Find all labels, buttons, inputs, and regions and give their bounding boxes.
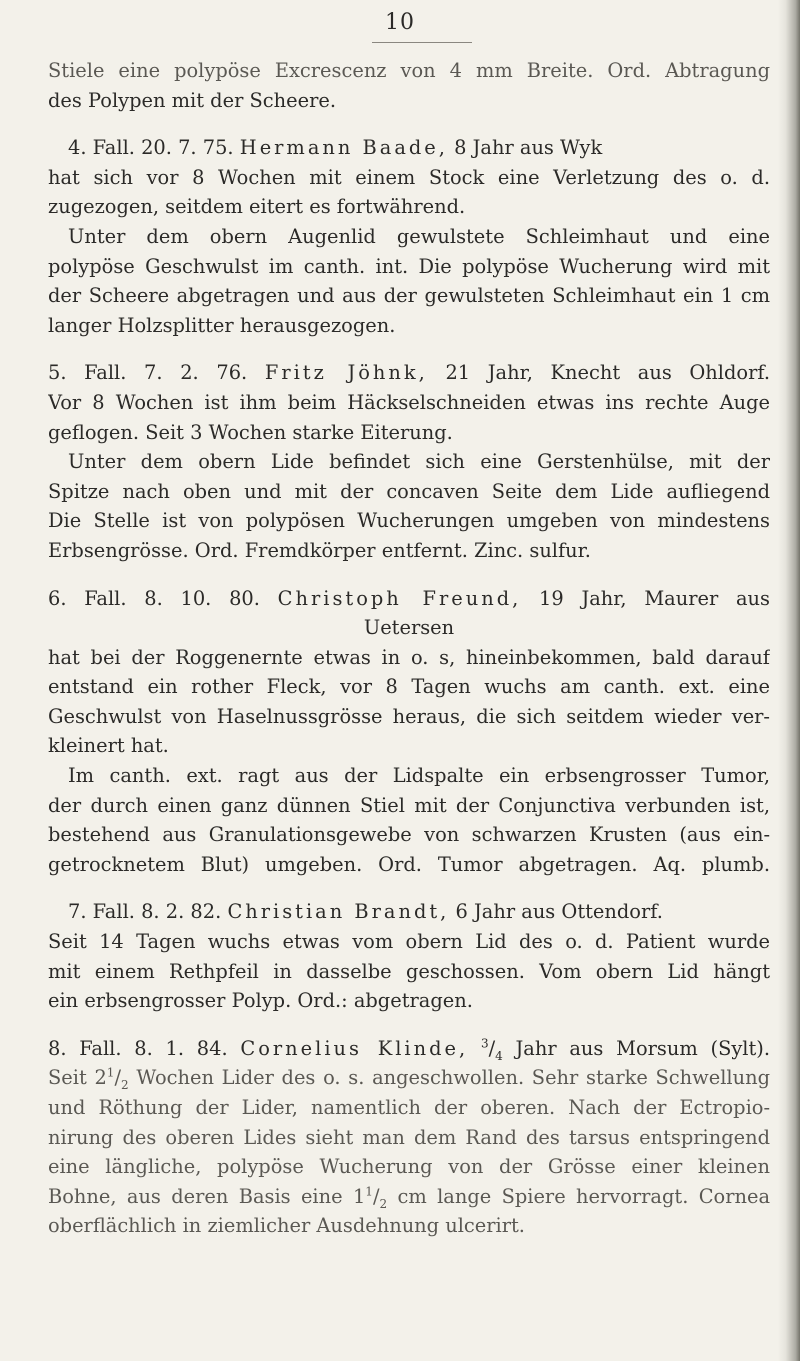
case-lead: 7. Fall. 8. 2. 82. [68, 900, 222, 924]
text-line: hat sich vor 8 Wochen mit einem Stock eine Verletzung des o. d. [48, 165, 770, 189]
text-line: Stiele eine polypöse Excrescenz von 4 mm Breite. Ord. Abtragung [48, 59, 770, 82]
text-line: geflogen. Seit 3 Wochen starke Eiterung. [48, 420, 453, 444]
patient-name: Christian Brandt, [227, 900, 450, 924]
text-line: Vor 8 Wochen ist ihm beim Häckselschneiden etwas ins rechte Auge [48, 390, 770, 414]
text-line: der durch einen ganz dünnen Stiel mit der Conjunctiva verbunden ist, [48, 793, 770, 817]
case-lead: 4. Fall. 20. 7. 75. [68, 136, 234, 160]
text-line: eine längliche, polypöse Wucherung von der Grösse einer kleinen [48, 1155, 770, 1179]
patient-name: Christoph Freund, [277, 586, 522, 610]
text-line: entstand ein rother Fleck, vor 8 Tagen wuchs am canth. ext. eine [48, 675, 770, 699]
case-6-place: Uetersen [363, 616, 455, 640]
text-line: kleinert hat. [48, 734, 169, 758]
page-number-rule [372, 42, 472, 43]
case-tail: Jahr aus Morsum (Sylt). [515, 1036, 770, 1060]
text-line: Unter dem obern Lide befindet sich eine Gerstenhülse, mit der [68, 450, 770, 474]
text-line: langer Holzsplitter herausgezogen. [48, 313, 396, 337]
text-line: des Polypen mit der Scheere. [48, 88, 336, 112]
body-text [48, 56, 770, 1241]
case-tail: 6 Jahr aus Ottendorf. [455, 900, 663, 924]
case-lead: 6. Fall. 8. 10. 80. [48, 586, 260, 610]
text-line: Die Stelle ist von polypösen Wucherungen umgeben von mindestens [48, 509, 770, 533]
text-line: ein erbsengrosser Polyp. Ord.: abgetragen. [48, 989, 473, 1013]
text-line: oberflächlich in ziemlicher Ausdehnung ulcerirt. [48, 1214, 525, 1238]
case-7-heading [48, 897, 770, 927]
case-tail: 8 Jahr aus Wyk [454, 136, 603, 160]
page-edge-shadow [778, 0, 800, 1361]
text-line: der Scheere abgetragen und aus der gewulsteten Schleimhaut ein 1 cm [48, 284, 770, 308]
text-line: und Röthung der Lider, namentlich der oberen. Nach der Ectropio- [48, 1096, 770, 1119]
case-4-heading [48, 133, 770, 163]
text-line: Spitze nach oben und mit der concaven Seite dem Lide aufliegend [48, 479, 770, 503]
case-lead: 8. Fall. 8. 1. 84. [48, 1036, 228, 1060]
case-tail: 21 Jahr, Knecht aus Ohldorf. [445, 361, 770, 385]
text-line: Seit $2^1/_2$ Wochen Lider des o. s. angeschwollen. Sehr starke Schwellung [48, 1065, 770, 1093]
text-line: Unter dem obern Augenlid gewulstete Schleimhaut und eine [68, 224, 770, 248]
text-line: zugezogen, seitdem eitert es fortwährend. [48, 195, 466, 219]
text-line: Bohne, aus deren Basis eine $1^1/_2$ cm lange Spiere hervorragt. Cornea [48, 1184, 770, 1211]
text-line: Erbsengrösse. Ord. Fremdkörper entfernt. Zinc. sulfur. [48, 538, 591, 562]
case-tail: 19 Jahr, Maurer aus [539, 586, 770, 610]
case-lead: 5. Fall. 7. 2. 76. [48, 361, 248, 385]
text-line: nirung des oberen Lides sieht man dem Rand des tarsus entspringend [48, 1125, 770, 1149]
patient-name: Hermann Baade, [239, 136, 448, 160]
case-6-heading [48, 584, 770, 614]
patient-name: Cornelius Klinde, [240, 1036, 469, 1060]
case-5-heading [48, 358, 770, 388]
text-line: bestehend aus Granulationsgewebe von schwarzen Krusten (aus ein- [48, 823, 770, 847]
page-number: 10 [385, 10, 415, 35]
text-line: hat bei der Roggenernte etwas in o. s, hineinbekommen, bald darauf [48, 645, 770, 669]
text-line: Im canth. ext. ragt aus der Lidspalte ein erbsengrosser Tumor, [68, 764, 770, 788]
age-fraction: $^3/_4$ [480, 1036, 503, 1063]
case-8-heading [48, 1034, 770, 1064]
text-line: Seit 14 Tagen wuchs etwas vom obern Lid des o. d. Patient wurde [48, 930, 770, 954]
text-line: getrocknetem Blut) umgeben. Ord. Tumor abgetragen. Aq. plumb. [48, 852, 770, 876]
text-line: polypöse Geschwulst im canth. int. Die polypöse Wucherung wird mit [48, 254, 770, 278]
text-line: mit einem Rethpfeil in dasselbe geschossen. Vom obern Lid hängt [48, 959, 770, 983]
patient-name: Fritz Jöhnk, [264, 361, 428, 385]
text-line: Geschwulst von Haselnussgrösse heraus, die sich seitdem wieder ver- [48, 704, 770, 728]
